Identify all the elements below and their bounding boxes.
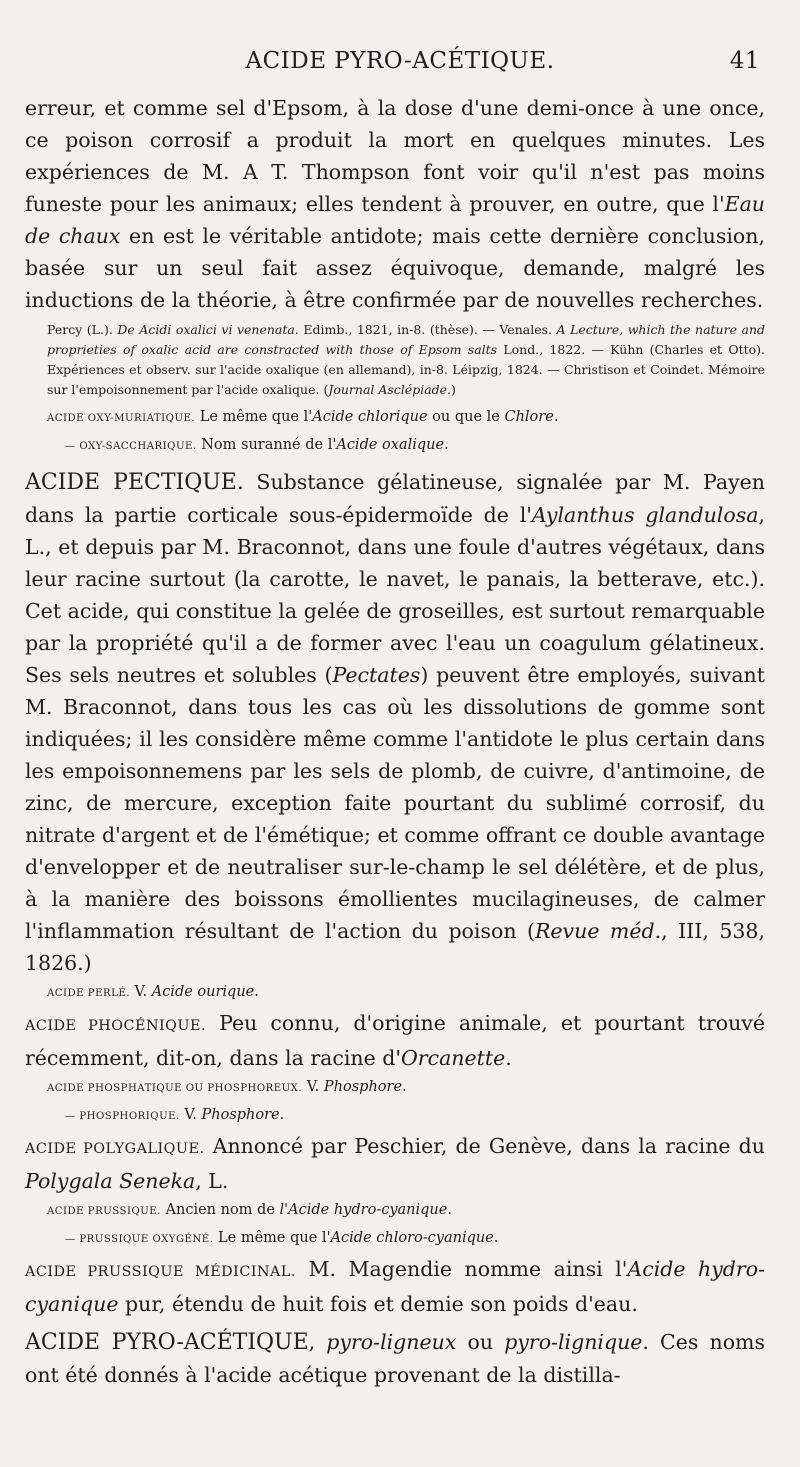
paragraph-oxalic-continuation: erreur, et comme sel d'Epsom, à la dose d'une demi-once à une once, ce poison corrosif a produit la mort en quelques minutes. Les expériences de M. A T. Thompson font voir qu'il n'est pas moins funeste pour les animaux; elles tendent à prouver, en outre, que l'Eau de chaux en est le véritable antidote; mais cette dernière conclusion, basée sur un seul fait assez équivoque, demande, malgré les inductions de la théorie, à être confirmée par de nouvelles recherches. [25, 96, 765, 312]
page-body [25, 92, 765, 1391]
entry-pectique: ACIDE PECTIQUE. Substance gélatineuse, signalée par M. Payen dans la partie corticale sous-épidermoïde de l'Aylanthus glandulosa, L., et depuis par M. Braconnot, dans une foule d'autres végétaux, dans leur racine surtout (la carotte, le navet, le panais, la betterave, etc.). Cet acide, qui constitue la gelée de groseilles, est surtout remarquable par la propriété qu'il a de former avec l'eau un coagulum gélatineux. Ses sels neutres et solubles (Pectates) peuvent être employés, suivant M. Braconnot, dans tous les cas où les dissolutions de gomme sont indiquées; il les considère même comme l'antidote le plus certain dans les empoisonnemens par les sels de plomb, de cuivre, d'antimoine, de zinc, de mercure, exception faite pourtant du sublimé corrosif, du nitrate d'argent et de l'émétique; et comme offrant ce double avantage d'envelopper et de neutraliser sur-le-champ le sel délétère, et de plus, à la manière des boissons émollientes mucilagineuses, de calmer l'inflammation résultant de l'action du poison (Revue méd., III, 538, 1826.) [25, 470, 766, 975]
entry-perle: ACIDE PERLÉ. V. Acide ourique. [47, 984, 259, 1000]
bibliography-note: Percy (L.). De Acidi oxalici vi venenata. Edimb., 1821, in-8. (thèse). — Venales. A Lecture, which the nature and proprieties of oxalic acid are constracted with those of Epsom salts Lond., 1822. — Kühn (Charles et Otto). Expériences et observ. sur l'acide oxalique (en allemand), in-8. Léipzig, 1824. — Christison et Coindet. Mémoire sur l'empoisonnement par l'acide oxalique. (Journal Asclépiade.) [47, 322, 766, 397]
entry-head: ACIDE PECTIQUE. [25, 470, 244, 495]
page-number: 41 [729, 48, 760, 74]
entry-polygalique: ACIDE POLYGALIQUE. Annoncé par Peschier, de Genève, dans la racine du Polygala Seneka, L. [25, 1134, 765, 1193]
entry-head: ACIDE PERLÉ. [47, 988, 130, 999]
entry-phosphatique: ACIDE PHOSPHATIQUE OU PHOSPHOREUX. V. Phosphore. [47, 1079, 407, 1095]
entry-head: ACIDE PRUSSIQUE MÉDICINAL. [25, 1264, 296, 1280]
entry-phocenique: ACIDE PHOCÉNIQUE. Peu connu, d'origine animale, et pourtant trouvé récemment, dit-on, dans la racine d'Orcanette. [25, 1011, 765, 1070]
running-title: ACIDE PYRO-ACÉTIQUE. [245, 48, 555, 74]
running-header [0, 48, 800, 82]
entry-head: — PRUSSIQUE OXYGÉNÉ. [65, 1234, 214, 1245]
entry-head: — PHOSPHORIQUE. [65, 1111, 180, 1122]
entry-head: — OXY-SACCHARIQUE. [65, 441, 197, 452]
entry-oxy-saccharique: — OXY-SACCHARIQUE. Nom suranné de l'Acide oxalique. [65, 437, 449, 453]
entry-head: ACIDE POLYGALIQUE. [25, 1141, 205, 1157]
entry-head: ACIDE PYRO-ACÉTIQUE [25, 1330, 309, 1355]
entry-head: ACIDE PHOCÉNIQUE. [25, 1018, 207, 1034]
entry-prussique-medicinal: ACIDE PRUSSIQUE MÉDICINAL. M. Magendie nomme ainsi l'Acide hydro-cyanique pur, étendu de huit fois et demie son poids d'eau. [25, 1257, 766, 1316]
entry-head: ACIDE PHOSPHATIQUE OU PHOSPHOREUX. [47, 1083, 303, 1094]
entry-pyro-acetique: ACIDE PYRO-ACÉTIQUE, pyro-ligneux ou pyro-lignique. Ces noms ont été donnés à l'acide acétique provenant de la distilla- [25, 1330, 766, 1387]
entry-oxy-muriatique: ACIDE OXY-MURIATIQUE. Le même que l'Acide chlorique ou que le Chlore. [47, 409, 559, 425]
entry-phosphorique: — PHOSPHORIQUE. V. Phosphore. [65, 1107, 285, 1123]
entry-prussique: ACIDE PRUSSIQUE. Ancien nom de l'Acide hydro-cyanique. [47, 1202, 452, 1218]
entry-prussique-oxygene: — PRUSSIQUE OXYGÉNÉ. Le même que l'Acide chloro-cyanique. [65, 1230, 499, 1246]
entry-head: ACIDE PRUSSIQUE. [47, 1206, 161, 1217]
entry-head: ACIDE OXY-MURIATIQUE. [47, 413, 196, 424]
